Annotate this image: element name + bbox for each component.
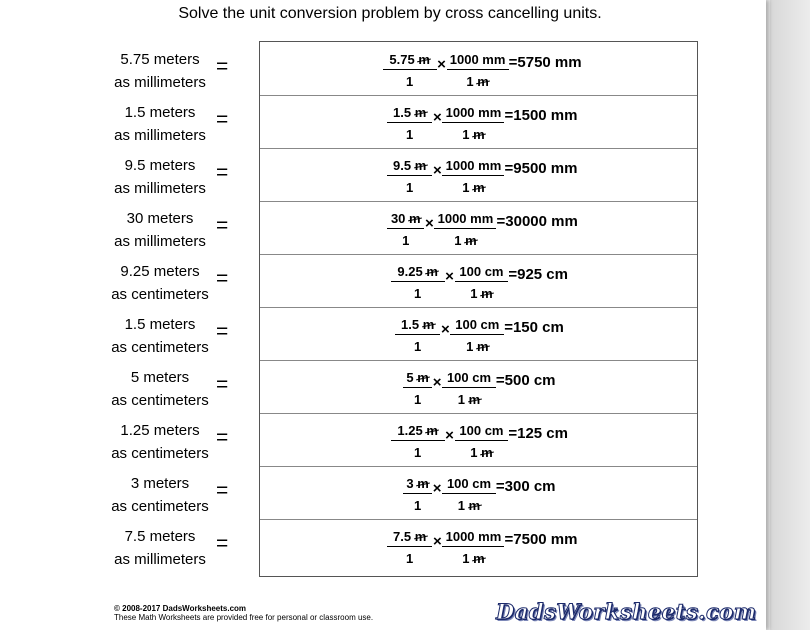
fraction-denominator: 1: [414, 286, 422, 301]
conversion-solution: [260, 466, 697, 519]
fraction-bar: [391, 440, 445, 441]
numerator-value: 1.5: [401, 317, 420, 332]
given-value: 5 meters: [130, 369, 190, 386]
given-fraction: [403, 360, 432, 413]
question-text: [100, 472, 220, 518]
fraction-denominator: 1: [414, 498, 422, 513]
fraction-numerator: [387, 158, 433, 173]
fraction-numerator: 1000 mm: [445, 158, 502, 173]
target-unit: as centimeters: [111, 339, 209, 356]
fraction-bar: [447, 69, 509, 70]
question-text: [100, 260, 220, 306]
fraction-bar: [403, 493, 432, 494]
question-text: [100, 525, 220, 571]
question-text: [100, 313, 220, 359]
given-value: 9.5 meters: [124, 157, 196, 174]
given-value: 1.5 meters: [124, 104, 196, 121]
conversion-factor: [442, 95, 504, 148]
given-fraction: [387, 95, 433, 148]
given-fraction: [391, 254, 445, 307]
fraction-numerator: [387, 211, 424, 226]
denominator-value: 1: [466, 339, 474, 354]
answer-value: =9500 mm: [504, 160, 578, 177]
cancelled-unit: m: [468, 392, 481, 407]
dadsworksheets-logo[interactable]: DadsWorksheets.com: [496, 599, 757, 624]
fraction-bar: [403, 387, 432, 388]
conversion-solution: [260, 360, 697, 413]
equals-sign: =: [216, 108, 229, 131]
multiply-sign: ×: [433, 533, 442, 550]
fraction-numerator: 1000 mm: [449, 52, 506, 67]
fraction-bar: [434, 228, 496, 229]
fraction-bar: [387, 228, 424, 229]
fraction-denominator: [450, 339, 504, 354]
target-unit: as millimeters: [114, 551, 206, 568]
target-unit: as millimeters: [114, 233, 206, 250]
given-value: 7.5 meters: [124, 528, 196, 545]
denominator-value: 1: [454, 233, 462, 248]
fraction-bar: [387, 175, 433, 176]
given-value: 1.5 meters: [124, 316, 196, 333]
fraction-denominator: [442, 498, 496, 513]
fraction-bar: [383, 69, 437, 70]
conversion-factor: [434, 201, 496, 254]
cancelled-unit: m: [414, 158, 427, 173]
fraction-denominator: [455, 445, 509, 460]
fraction-denominator: [442, 551, 504, 566]
answer-value: =1500 mm: [504, 107, 578, 124]
cancelled-unit: m: [417, 370, 429, 385]
question-text: [100, 366, 220, 412]
conversion-solution: [260, 95, 697, 148]
question-text: [100, 48, 220, 94]
multiply-sign: ×: [437, 56, 446, 73]
conversion-factor: [450, 307, 504, 360]
conversion-factor: [442, 360, 496, 413]
cancelled-unit: m: [481, 445, 493, 460]
given-fraction: [403, 466, 432, 519]
cancelled-unit: m: [473, 551, 485, 566]
fraction-denominator: [447, 74, 509, 89]
equals-sign: =: [216, 267, 229, 290]
target-unit: as centimeters: [111, 445, 209, 462]
given-value: 5.75 meters: [120, 51, 200, 68]
fraction-bar: [455, 281, 509, 282]
target-unit: as millimeters: [114, 180, 206, 197]
fraction-bar: [387, 122, 433, 123]
denominator-value: 1: [466, 74, 474, 89]
conversion-solution: [260, 201, 697, 254]
given-value: 30 meters: [126, 210, 194, 227]
fraction-denominator: [455, 286, 509, 301]
cancelled-unit: m: [473, 180, 485, 195]
denominator-value: 1: [470, 286, 478, 301]
denominator-value: 1: [457, 498, 466, 513]
fraction-denominator: 1: [414, 339, 422, 354]
answer-value: =5750 mm: [508, 54, 582, 71]
fraction-bar: [395, 334, 441, 335]
target-unit: as millimeters: [114, 127, 206, 144]
equals-sign: =: [216, 373, 229, 396]
cancelled-unit: m: [473, 127, 485, 142]
cancelled-unit: m: [414, 529, 427, 544]
cancelled-unit: m: [409, 211, 421, 226]
equals-sign: =: [216, 214, 229, 237]
fraction-numerator: 100 cm: [446, 370, 492, 385]
fraction-denominator: [434, 233, 496, 248]
answer-value: =500 cm: [495, 372, 556, 389]
target-unit: as centimeters: [111, 498, 209, 515]
fraction-numerator: 1000 mm: [445, 529, 502, 544]
numerator-value: 5.75: [389, 52, 415, 67]
numerator-value: 7.5: [393, 529, 412, 544]
numerator-value: 9.25: [397, 264, 423, 279]
numerator-value: 9.5: [393, 158, 412, 173]
target-unit: as millimeters: [114, 74, 206, 91]
multiply-sign: ×: [433, 109, 442, 126]
fraction-denominator: [442, 180, 504, 195]
fraction-numerator: 100 cm: [459, 264, 504, 279]
answer-key-box: [259, 41, 698, 577]
denominator-value: 1: [462, 551, 470, 566]
cancelled-unit: m: [481, 286, 493, 301]
equals-sign: =: [216, 161, 229, 184]
equals-sign: =: [216, 55, 229, 78]
fraction-bar: [391, 281, 445, 282]
answer-value: =150 cm: [504, 319, 564, 336]
fraction-numerator: [387, 105, 433, 120]
fraction-bar: [442, 175, 504, 176]
given-fraction: [387, 148, 433, 201]
cancelled-unit: m: [468, 498, 481, 513]
conversion-factor: [442, 519, 504, 572]
given-fraction: [387, 201, 424, 254]
fraction-denominator: 1: [406, 180, 414, 195]
conversion-factor: [455, 254, 509, 307]
denominator-value: 1: [470, 445, 478, 460]
fraction-numerator: 100 cm: [446, 476, 492, 491]
fraction-numerator: 1000 mm: [445, 105, 502, 120]
cancelled-unit: m: [418, 52, 430, 67]
question-text: [100, 419, 220, 465]
fraction-denominator: 1: [414, 445, 422, 460]
multiply-sign: ×: [441, 321, 450, 338]
conversion-factor: [442, 148, 504, 201]
fraction-numerator: 100 cm: [459, 423, 504, 438]
numerator-value: 1.5: [393, 105, 412, 120]
conversion-solution: [260, 307, 697, 360]
fraction-denominator: [442, 127, 504, 142]
fraction-numerator: [391, 423, 445, 438]
given-value: 9.25 meters: [120, 263, 200, 280]
multiply-sign: ×: [445, 427, 454, 444]
conversion-solution: [260, 519, 697, 572]
fraction-numerator: [391, 264, 445, 279]
target-unit: as centimeters: [111, 392, 209, 409]
answer-value: =7500 mm: [504, 531, 578, 548]
cancelled-unit: m: [426, 423, 438, 438]
fraction-bar: [442, 122, 504, 123]
conversion-factor: [455, 413, 509, 466]
conversion-factor: [442, 466, 496, 519]
equals-sign: =: [216, 532, 229, 555]
cancelled-unit: m: [465, 233, 477, 248]
multiply-sign: ×: [432, 374, 442, 391]
fraction-denominator: [442, 392, 496, 407]
fraction-denominator: 1: [406, 127, 414, 142]
numerator-value: 30: [390, 211, 406, 226]
copyright-text: © 2008-2017 DadsWorksheets.com: [114, 604, 247, 613]
fraction-bar: [442, 546, 504, 547]
given-value: 1.25 meters: [120, 422, 200, 439]
denominator-value: 1: [462, 180, 470, 195]
given-fraction: [387, 519, 433, 572]
conversion-solution: [260, 148, 697, 201]
multiply-sign: ×: [425, 215, 434, 232]
denominator-value: 1: [462, 127, 470, 142]
answer-value: =30000 mm: [496, 213, 578, 230]
answer-value: =125 cm: [508, 425, 568, 442]
answer-value: =925 cm: [508, 266, 568, 283]
equals-sign: =: [216, 426, 229, 449]
numerator-value: 3: [406, 476, 414, 491]
equals-sign: =: [216, 320, 229, 343]
given-fraction: [383, 42, 437, 95]
cancelled-unit: m: [422, 317, 435, 332]
given-fraction: [391, 413, 445, 466]
cancelled-unit: m: [417, 476, 429, 491]
footer: [114, 604, 373, 622]
given-value: 3 meters: [130, 475, 190, 492]
usage-notice: These Math Worksheets are provided free for personal or classroom use.: [114, 613, 374, 622]
fraction-numerator: [403, 370, 432, 385]
fraction-bar: [450, 334, 504, 335]
target-unit: as centimeters: [111, 286, 209, 303]
fraction-bar: [442, 493, 496, 494]
cancelled-unit: m: [476, 339, 489, 354]
numerator-value: 5: [406, 370, 414, 385]
conversion-factor: [447, 42, 509, 95]
equals-sign: =: [216, 479, 229, 502]
conversion-solution: [260, 254, 697, 307]
fraction-denominator: 1: [414, 392, 422, 407]
given-fraction: [395, 307, 441, 360]
fraction-bar: [387, 546, 433, 547]
fraction-numerator: [395, 317, 441, 332]
conversion-solution: [260, 413, 697, 466]
cancelled-unit: m: [426, 264, 438, 279]
fraction-denominator: 1: [406, 551, 414, 566]
multiply-sign: ×: [445, 268, 454, 285]
denominator-value: 1: [457, 392, 466, 407]
fraction-numerator: 100 cm: [455, 317, 500, 332]
multiply-sign: ×: [433, 162, 442, 179]
fraction-bar: [442, 387, 496, 388]
question-text: [100, 207, 220, 253]
fraction-denominator: 1: [402, 233, 410, 248]
fraction-numerator: [387, 529, 433, 544]
cancelled-unit: m: [477, 74, 489, 89]
multiply-sign: ×: [432, 480, 442, 497]
worksheet-title: Solve the unit conversion problem by cross cancelling units.: [178, 5, 602, 22]
numerator-value: 1.25: [397, 423, 423, 438]
fraction-numerator: [383, 52, 437, 67]
fraction-denominator: 1: [406, 74, 414, 89]
answer-value: =300 cm: [495, 478, 556, 495]
cancelled-unit: m: [414, 105, 427, 120]
page-edge: [770, 0, 810, 630]
fraction-numerator: 1000 mm: [437, 211, 494, 226]
question-text: [100, 101, 220, 147]
question-text: [100, 154, 220, 200]
fraction-bar: [455, 440, 509, 441]
fraction-numerator: [403, 476, 432, 491]
conversion-solution: [260, 42, 697, 95]
